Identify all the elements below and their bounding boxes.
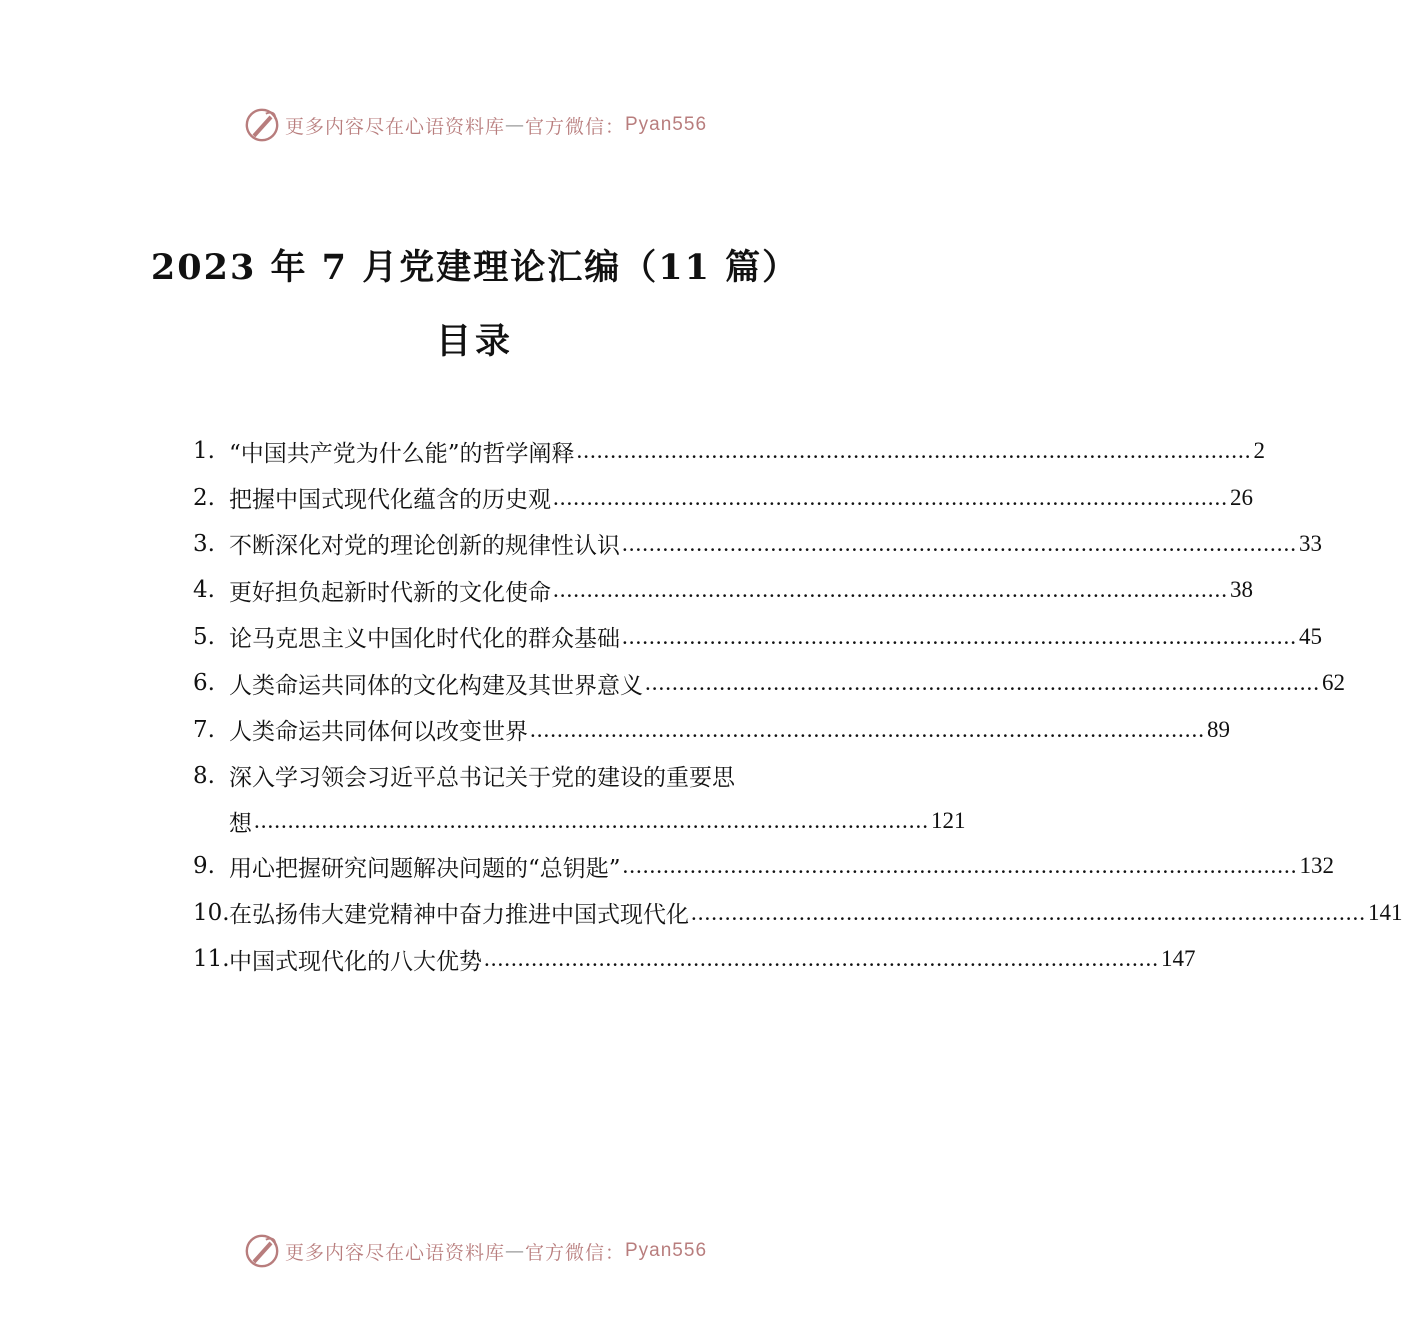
toc-entry-page: 121	[931, 808, 966, 834]
toc-entry[interactable]	[193, 614, 1322, 660]
toc-entry-title: 不断深化对党的理论创新的规律性认识	[229, 533, 620, 560]
watermark-wechat-id: Pyan556	[625, 114, 708, 135]
toc-entry-title: 更好担负起新时代新的文化使命	[229, 579, 551, 606]
toc-entry-page: 141	[1368, 899, 1403, 925]
toc-entry-number: 6.	[193, 670, 215, 697]
footer-watermark	[0, 1232, 950, 1270]
table-of-contents	[193, 428, 1403, 982]
toc-leader-dots: ....................................................................................................	[254, 808, 929, 834]
watermark-wechat-label: 官方微信：	[524, 1241, 625, 1264]
watermark-wechat-id: Pyan556	[625, 1240, 708, 1261]
toc-entry-number: 11.	[193, 946, 230, 973]
toc-leader-dots: ....................................................................................................	[691, 899, 1366, 925]
toc-leader-dots: ....................................................................................................	[622, 623, 1297, 649]
pen-logo-icon	[243, 1232, 281, 1270]
toc-entry-title: 把握中国式现代化蕴含的历史观	[229, 487, 551, 514]
toc-entry[interactable]	[193, 843, 1335, 889]
watermark-separator: —	[504, 114, 525, 136]
toc-leader-dots: ....................................................................................................	[530, 716, 1205, 742]
toc-entry-page: 26	[1230, 484, 1253, 510]
toc-entry-number: 9.	[193, 853, 215, 880]
toc-entry[interactable]	[193, 521, 1322, 567]
toc-entry-title: 人类命运共同体何以改变世界	[229, 719, 528, 746]
toc-entry-title: “中国共产党为什么能”的哲学阐释	[229, 440, 575, 467]
toc-entry[interactable]	[193, 660, 1345, 706]
toc-entry[interactable]	[193, 474, 1253, 520]
toc-heading: 目录	[435, 321, 514, 362]
toc-entry-page: 33	[1299, 530, 1322, 556]
toc-entry[interactable]	[193, 753, 966, 843]
watermark-site-text: 更多内容尽在心语资料库	[284, 115, 505, 138]
toc-entry-number: 7.	[193, 716, 215, 743]
toc-entry-title-continued: 想	[229, 810, 252, 837]
toc-entry-page: 62	[1322, 670, 1345, 696]
toc-entry-number: 1.	[193, 438, 215, 465]
toc-entry-title: 人类命运共同体的文化构建及其世界意义	[229, 672, 643, 699]
toc-entry-page: 147	[1161, 946, 1196, 972]
toc-entry-number: 8.	[193, 762, 215, 789]
toc-entry-title: 用心把握研究问题解决问题的“总钥匙”	[229, 855, 621, 882]
document-title: 2023 年 7 月党建理论汇编（11 篇）	[150, 247, 800, 288]
toc-entry-number: 4.	[193, 577, 215, 604]
toc-entry[interactable]	[193, 567, 1253, 613]
toc-entry[interactable]	[193, 706, 1230, 752]
toc-entry-page: 38	[1230, 577, 1253, 603]
toc-entry[interactable]	[193, 936, 1196, 982]
toc-entry-page: 45	[1299, 623, 1322, 649]
header-watermark	[0, 106, 950, 144]
toc-leader-dots: ....................................................................................................	[622, 530, 1297, 556]
toc-entry-title: 深入学习领会习近平总书记关于党的建设的重要思	[229, 765, 735, 792]
watermark-wechat-label: 官方微信：	[524, 115, 625, 138]
toc-entry-page: 132	[1299, 853, 1335, 879]
toc-entry-number: 10.	[193, 899, 230, 926]
toc-leader-dots: ....................................................................................................	[553, 577, 1228, 603]
toc-entry-number: 2.	[193, 484, 215, 511]
toc-entry[interactable]	[193, 890, 1403, 936]
toc-entry-title: 论马克思主义中国化时代化的群众基础	[229, 626, 620, 653]
watermark-site-text: 更多内容尽在心语资料库	[284, 1241, 505, 1264]
toc-leader-dots: ....................................................................................................	[553, 484, 1228, 510]
toc-entry-title: 在弘扬伟大建党精神中奋力推进中国式现代化	[229, 902, 689, 929]
toc-leader-dots: ....................................................................................................	[645, 670, 1320, 696]
toc-leader-dots: ....................................................................................................	[484, 946, 1159, 972]
toc-entry-page: 89	[1207, 716, 1230, 742]
toc-entry-page: 2	[1253, 438, 1266, 464]
toc-entry-number: 3.	[193, 530, 215, 557]
toc-entry-title: 中国式现代化的八大优势	[229, 948, 482, 975]
watermark-separator: —	[504, 1240, 525, 1262]
toc-leader-dots: ....................................................................................................	[576, 438, 1252, 464]
pen-logo-icon	[243, 106, 281, 144]
toc-entry[interactable]	[193, 428, 1266, 474]
toc-leader-dots: ....................................................................................................	[622, 853, 1298, 879]
toc-entry-number: 5.	[193, 623, 215, 650]
